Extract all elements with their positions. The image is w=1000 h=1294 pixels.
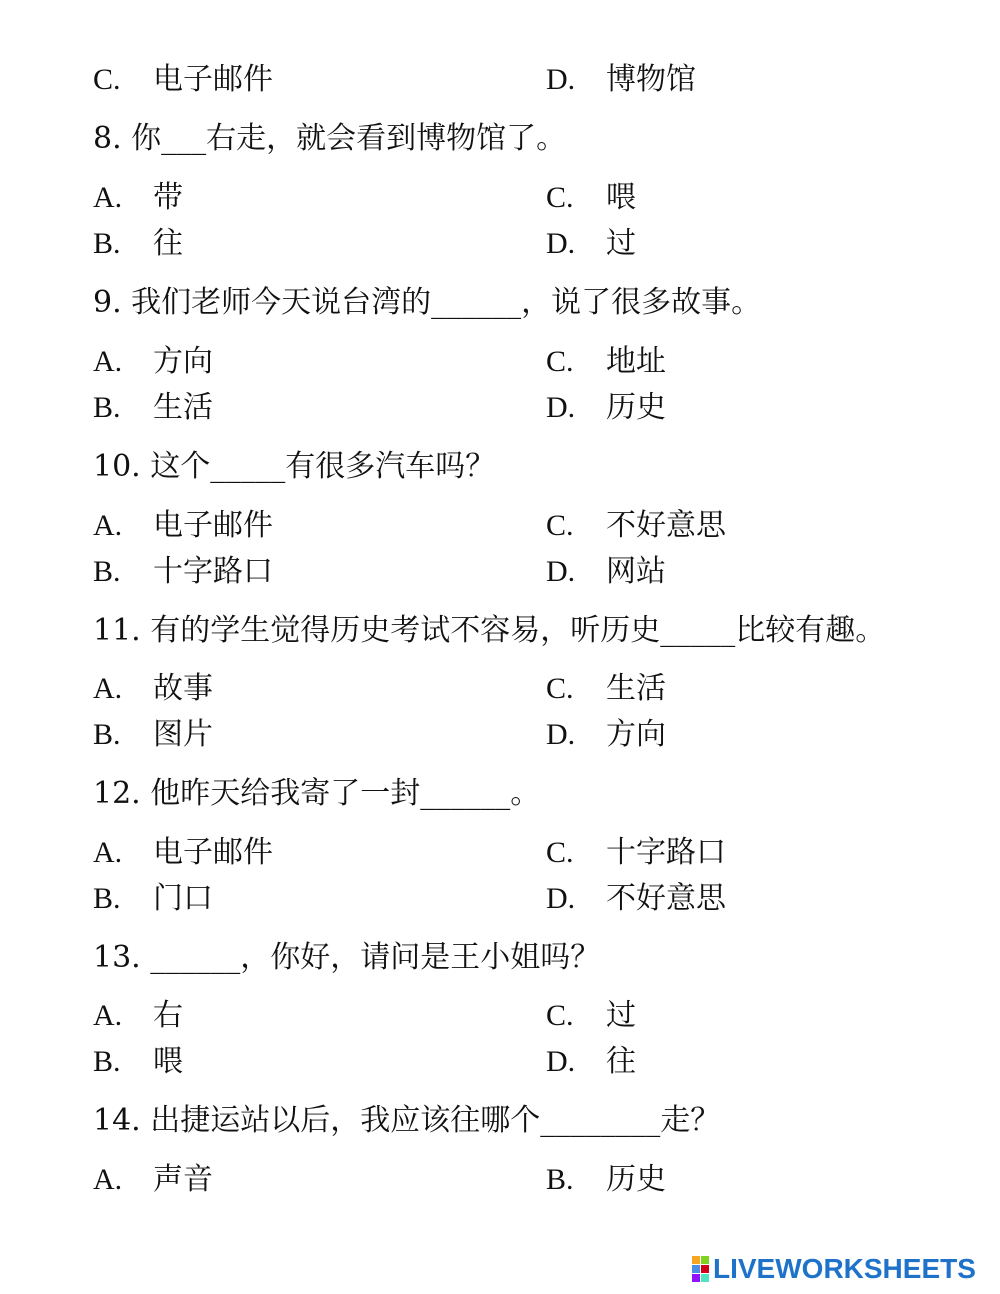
q12-option-b[interactable] [93,879,213,919]
question-14-stem: 14. 出捷运站以后，我应该往哪个________走？ [93,1103,721,1138]
option-letter: C. [546,345,574,378]
option-letter: B. [93,391,121,424]
option-letter: C. [546,509,574,542]
q9-option-b[interactable] [93,388,213,428]
option-text: 不好意思 [606,508,726,543]
option-text: 历史 [606,390,666,425]
q8-option-b[interactable] [93,224,183,264]
q12-option-a[interactable] [93,833,273,873]
q11-option-b[interactable] [93,715,213,755]
question-13-stem: 13. ______，你好，请问是王小姐吗？ [93,940,601,975]
option-letter: C. [546,999,574,1032]
option-text: 电子邮件 [153,835,273,870]
option-text: 博物馆 [606,62,696,97]
option-text: 电子邮件 [153,508,273,543]
option-text: 过 [606,998,636,1033]
q12-option-d[interactable] [546,879,726,919]
question-9-stem: 9. 我们老师今天说台湾的______，说了很多故事。 [93,285,762,320]
question-8-stem: 8. 你___右走，就会看到博物馆了。 [93,121,567,156]
option-letter: A. [93,1163,123,1196]
option-letter: A. [93,836,123,869]
question-12-stem: 12. 他昨天给我寄了一封______。 [93,776,541,811]
option-text: 故事 [153,671,213,706]
option-letter: B. [93,227,121,260]
option-text: 过 [606,226,636,261]
q13-option-b[interactable] [93,1042,183,1082]
logo-text: LIVEWORKSHEETS [713,1253,976,1284]
q8-option-a[interactable] [93,178,183,218]
liveworksheets-logo [692,1254,976,1284]
q9-option-c[interactable] [546,342,666,382]
option-letter: C. [546,836,574,869]
option-text: 电子邮件 [153,62,273,97]
option-letter: A. [93,181,123,214]
option-letter: B. [93,1045,121,1078]
q10-option-a[interactable] [93,506,273,546]
option-letter: D. [546,555,576,588]
option-letter: A. [93,672,123,705]
option-text: 十字路口 [606,835,726,870]
option-text: 生活 [153,390,213,425]
option-text: 图片 [153,717,213,752]
option-text: 声音 [153,1162,213,1197]
option-text: 带 [153,180,183,215]
q10-option-d[interactable] [546,552,666,592]
q14-option-b[interactable] [546,1160,666,1200]
q14-option-a[interactable] [93,1160,213,1200]
option-text: 喂 [606,180,636,215]
question-10-stem: 10. 这个_____有很多汽车吗？ [93,449,496,484]
q12-option-c[interactable] [546,833,726,873]
q13-option-a[interactable] [93,996,183,1036]
option-text: 地址 [606,344,666,379]
q8-option-c[interactable] [546,178,636,218]
option-text: 网站 [606,554,666,589]
option-text: 往 [153,226,183,261]
option-letter: C. [93,63,121,96]
option-text: 不好意思 [606,881,726,916]
option-text: 生活 [606,671,666,706]
option-text: 历史 [606,1162,666,1197]
option-text: 喂 [153,1044,183,1079]
option-letter: B. [93,718,121,751]
q11-option-c[interactable] [546,669,666,709]
q11-option-d[interactable] [546,715,666,755]
option-text: 方向 [153,344,213,379]
option-letter: D. [546,882,576,915]
option-text: 右 [153,998,183,1033]
q11-option-a[interactable] [93,669,213,709]
option-text: 往 [606,1044,636,1079]
option-letter: A. [93,999,123,1032]
option-letter: B. [93,555,121,588]
option-letter: D. [546,1045,576,1078]
option-c-prev[interactable] [93,60,273,100]
option-letter: B. [546,1163,574,1196]
option-letter: A. [93,345,123,378]
q9-option-d[interactable] [546,388,666,428]
option-letter: C. [546,181,574,214]
q10-option-c[interactable] [546,506,726,546]
q10-option-b[interactable] [93,552,273,592]
option-letter: D. [546,227,576,260]
q9-option-a[interactable] [93,342,213,382]
option-letter: B. [93,882,121,915]
option-text: 门口 [153,881,213,916]
option-letter: D. [546,718,576,751]
option-text: 方向 [606,717,666,752]
option-letter: D. [546,63,576,96]
option-letter: C. [546,672,574,705]
option-letter: A. [93,509,123,542]
logo-mark-icon [692,1256,709,1282]
q8-option-d[interactable] [546,224,636,264]
option-text: 十字路口 [153,554,273,589]
option-letter: D. [546,391,576,424]
question-11-stem: 11. 有的学生觉得历史考试不容易，听历史_____比较有趣。 [93,613,886,648]
option-d-prev[interactable] [546,60,696,100]
q13-option-c[interactable] [546,996,636,1036]
q13-option-d[interactable] [546,1042,636,1082]
